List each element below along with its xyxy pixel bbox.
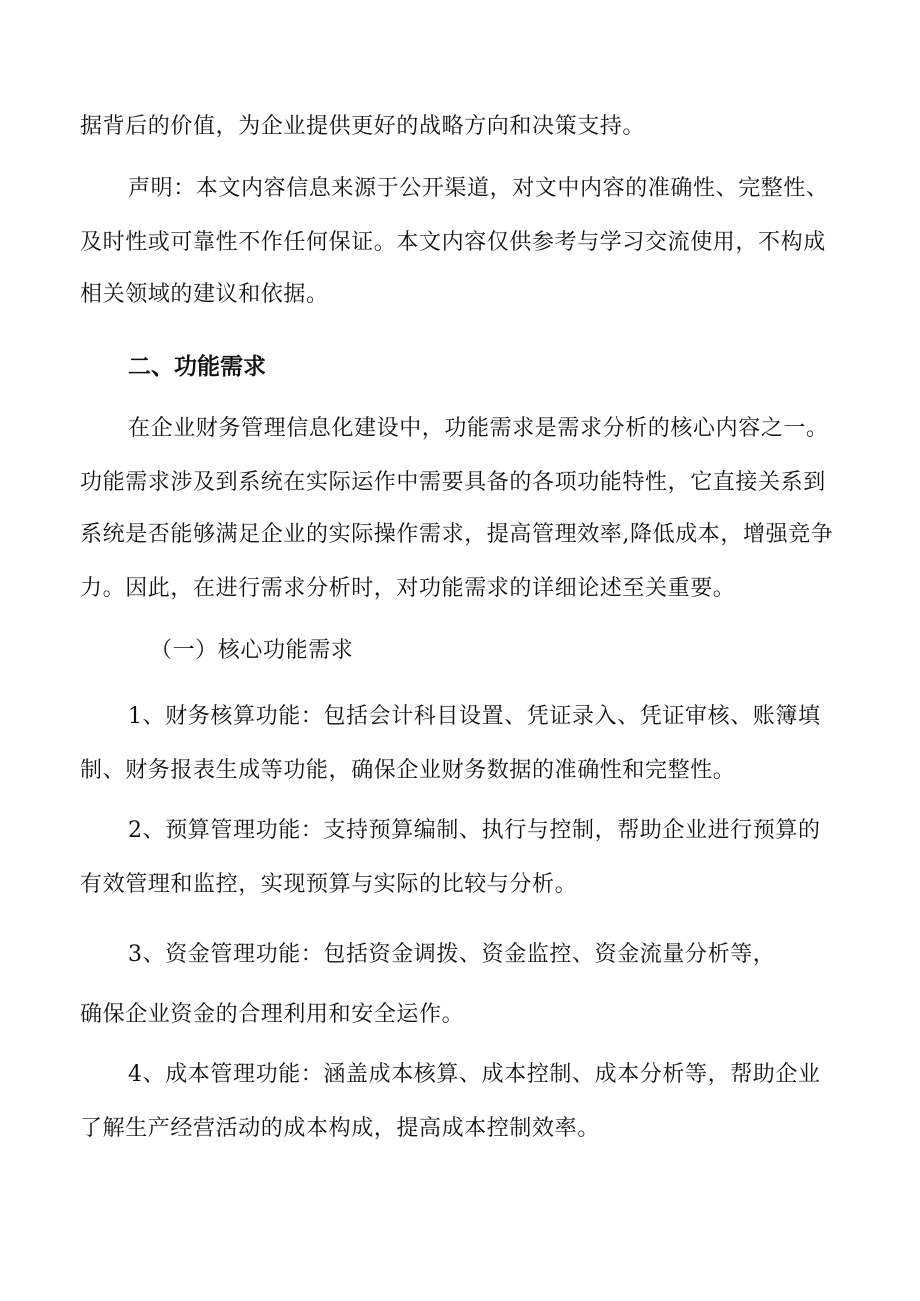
subsection-heading: （一）核心功能需求 [150, 638, 354, 663]
item-2-line-1: 2、预算管理功能：支持预算编制、执行与控制，帮助企业进行预算的 [128, 818, 821, 843]
item-3-line-1: 3、资金管理功能：包括资金调拨、资金监控、资金流量分析等， [128, 942, 776, 967]
disclaimer-line-1: 声明：本文内容信息来源于公开渠道，对文中内容的准确性、完整性、 [128, 176, 829, 201]
section-intro-line-3: 系统是否能够满足企业的实际操作需求，提高管理效率,降低成本，增强竞争 [80, 522, 834, 547]
intro-tail-line: 据背后的价值，为企业提供更好的战略方向和决策支持。 [80, 114, 646, 139]
section-intro-line-1: 在企业财务管理信息化建设中，功能需求是需求分析的核心内容之一。 [128, 416, 829, 441]
disclaimer-line-3: 相关领域的建议和依据。 [80, 282, 329, 307]
section-intro-line-4: 力。因此，在进行需求分析时，对功能需求的详细论述至关重要。 [80, 576, 736, 601]
item-1-line-2: 制、财务报表生成等功能，确保企业财务数据的准确性和完整性。 [80, 758, 736, 783]
item-4-line-1: 4、成本管理功能：涵盖成本核算、成本控制、成本分析等，帮助企业 [128, 1062, 821, 1087]
item-1-line-1: 1、财务核算功能：包括会计科目设置、凭证录入、凭证审核、账簿填 [128, 704, 821, 729]
disclaimer-line-2: 及时性或可靠性不作任何保证。本文内容仅供参考与学习交流使用，不构成 [80, 230, 826, 255]
item-2-line-2: 有效管理和监控，实现预算与实际的比较与分析。 [80, 872, 578, 897]
section-heading: 二、功能需求 [128, 354, 266, 380]
item-4-line-2: 了解生产经营活动的成本构成，提高成本控制效率。 [80, 1116, 600, 1141]
section-intro-line-2: 功能需求涉及到系统在实际运作中需要具备的各项功能特性，它直接关系到 [80, 470, 826, 495]
item-3-line-2: 确保企业资金的合理利用和安全运作。 [80, 1002, 465, 1027]
